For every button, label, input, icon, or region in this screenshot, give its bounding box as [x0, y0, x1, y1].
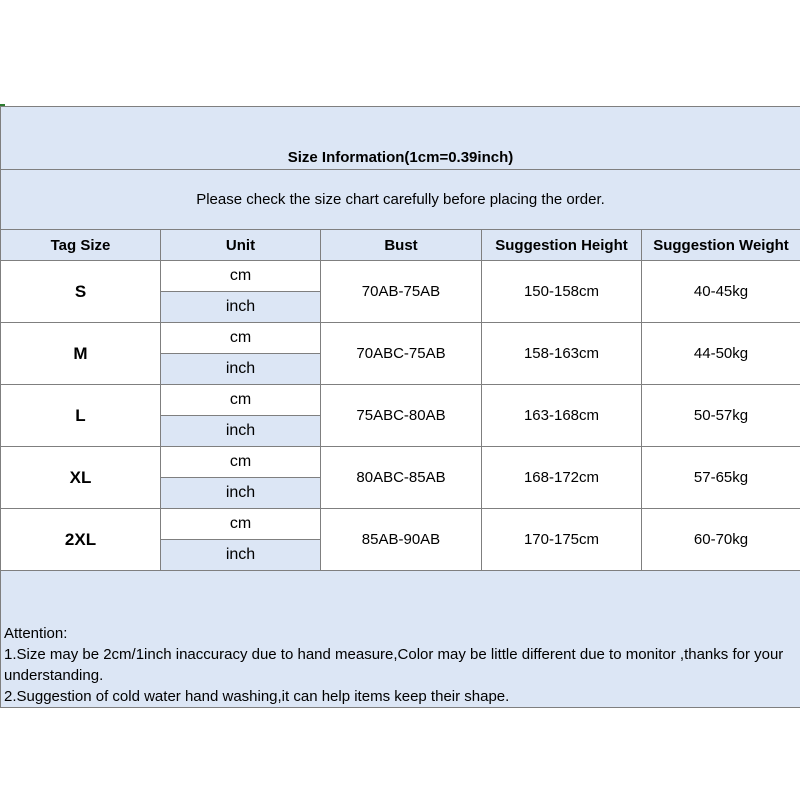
weight-cell: 40-45kg — [642, 261, 800, 323]
bust-cell: 75ABC-80AB — [321, 385, 482, 447]
table-row — [1, 447, 800, 478]
unit-inch-cell: inch — [161, 540, 321, 571]
unit-cm-cell: cm — [161, 509, 321, 540]
size-info-title: Size Information(1cm=0.39inch) — [1, 107, 800, 170]
bust-cell: 85AB-90AB — [321, 509, 482, 571]
height-cell: 168-172cm — [482, 447, 642, 509]
weight-cell: 44-50kg — [642, 323, 800, 385]
unit-inch-cell: inch — [161, 292, 321, 323]
attention-notes — [1, 623, 800, 708]
table-row — [1, 261, 800, 292]
attention-heading: Attention: — [4, 624, 68, 642]
header-unit: Unit — [161, 230, 321, 261]
weight-cell: 57-65kg — [642, 447, 800, 509]
tag-size-cell: L — [1, 385, 161, 447]
size-table-body — [1, 107, 800, 708]
unit-cm-cell: cm — [161, 385, 321, 416]
header-suggestion-height: Suggestion Height — [482, 230, 642, 261]
unit-inch-cell: inch — [161, 478, 321, 509]
tag-size-cell: S — [1, 261, 161, 323]
bust-cell: 80ABC-85AB — [321, 447, 482, 509]
attention-line-2: 2.Suggestion of cold water hand washing,it can help items keep their shape. — [4, 687, 510, 705]
header-suggestion-weight: Suggestion Weight — [642, 230, 800, 261]
check-size-note: Please check the size chart carefully before placing the order. — [1, 170, 800, 230]
bust-cell: 70AB-75AB — [321, 261, 482, 323]
tag-size-cell: XL — [1, 447, 161, 509]
attention-spacer — [1, 571, 800, 623]
unit-inch-cell: inch — [161, 354, 321, 385]
header-bust: Bust — [321, 230, 482, 261]
height-cell: 170-175cm — [482, 509, 642, 571]
tag-size-cell: M — [1, 323, 161, 385]
table-row — [1, 509, 800, 540]
height-cell: 150-158cm — [482, 261, 642, 323]
unit-inch-cell: inch — [161, 416, 321, 447]
unit-cm-cell: cm — [161, 323, 321, 354]
height-cell: 158-163cm — [482, 323, 642, 385]
unit-cm-cell: cm — [161, 447, 321, 478]
unit-cm-cell: cm — [161, 261, 321, 292]
attention-line-1: 1.Size may be 2cm/1inch inaccuracy due to hand measure,Color may be little different due to monitor ,thanks for your understanding. — [4, 645, 784, 684]
tag-size-cell: 2XL — [1, 509, 161, 571]
table-row — [1, 323, 800, 354]
header-row — [1, 230, 800, 261]
bust-cell: 70ABC-75AB — [321, 323, 482, 385]
size-table — [0, 106, 800, 708]
weight-cell: 50-57kg — [642, 385, 800, 447]
header-tag-size: Tag Size — [1, 230, 161, 261]
height-cell: 163-168cm — [482, 385, 642, 447]
size-chart-sheet — [0, 106, 800, 705]
weight-cell: 60-70kg — [642, 509, 800, 571]
table-row — [1, 385, 800, 416]
